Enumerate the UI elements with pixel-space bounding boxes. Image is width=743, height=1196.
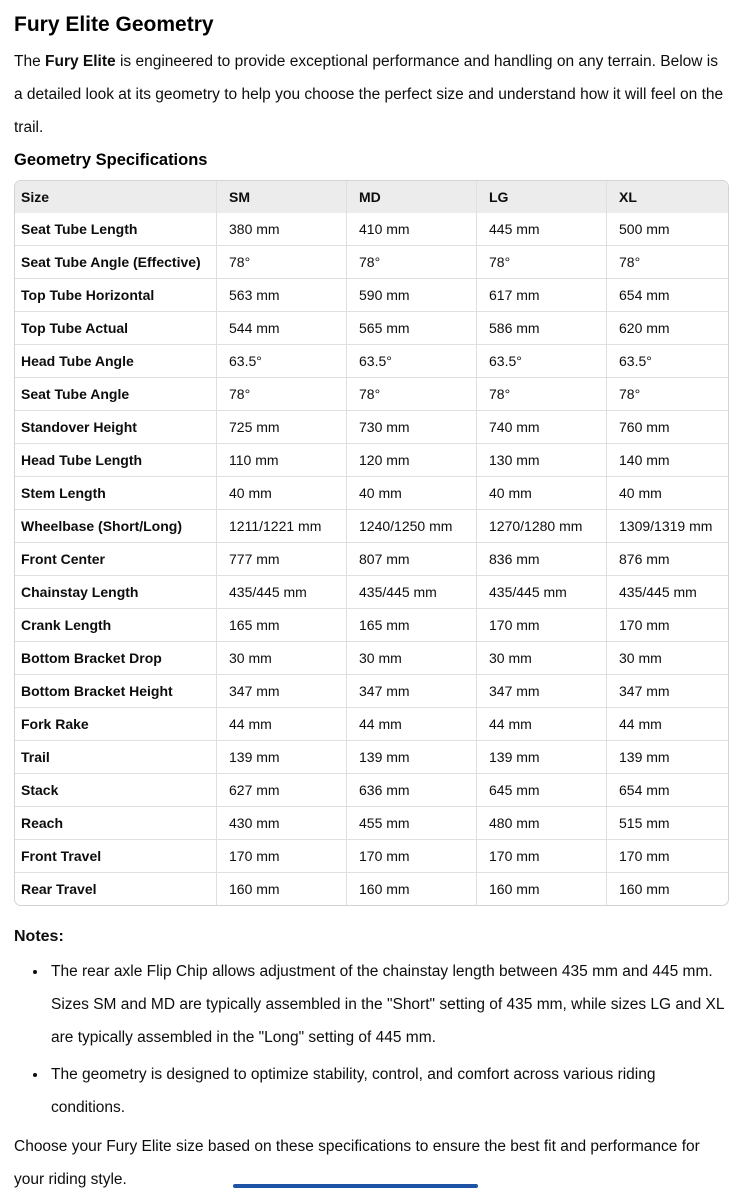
product-name: Fury Elite xyxy=(45,53,116,70)
cell-value: 565 mm xyxy=(347,312,477,345)
row-label: Standover Height xyxy=(15,411,217,444)
table-row xyxy=(15,510,729,543)
row-label: Stem Length xyxy=(15,477,217,510)
row-label: Seat Tube Angle xyxy=(15,378,217,411)
table-row xyxy=(15,741,729,774)
row-label: Fork Rake xyxy=(15,708,217,741)
closing-paragraph: Choose your Fury Elite size based on these specifications to ensure the best fit and performance for your riding style. xyxy=(14,1138,700,1188)
cell-value: 78° xyxy=(347,246,477,279)
row-label: Bottom Bracket Drop xyxy=(15,642,217,675)
cell-value: 170 mm xyxy=(607,609,729,642)
row-label: Stack xyxy=(15,774,217,807)
row-label: Bottom Bracket Height xyxy=(15,675,217,708)
cell-value: 725 mm xyxy=(217,411,347,444)
table-row xyxy=(15,477,729,510)
cell-value: 160 mm xyxy=(347,873,477,905)
table-row xyxy=(15,576,729,609)
row-label: Top Tube Horizontal xyxy=(15,279,217,312)
note-item-flip-chip: • The rear axle Flip Chip allows adjustment of the chainstay length between 435 mm and 445 mm. Sizes SM and MD are typically assembled in the "Short" setting of 435 mm, while sizes LG and XL are typically assembled in the "Long" setting of 445 mm. xyxy=(48,955,729,1054)
cell-value: 807 mm xyxy=(347,543,477,576)
table-row xyxy=(15,246,729,279)
cell-value: 170 mm xyxy=(607,840,729,873)
table-row xyxy=(15,543,729,576)
cell-value: 627 mm xyxy=(217,774,347,807)
cell-value: 44 mm xyxy=(607,708,729,741)
row-label: Trail xyxy=(15,741,217,774)
cell-value: 1240/1250 mm xyxy=(347,510,477,543)
cell-value: 435/445 mm xyxy=(217,576,347,609)
row-label: Top Tube Actual xyxy=(15,312,217,345)
geometry-table-container xyxy=(14,180,729,906)
row-label: Reach xyxy=(15,807,217,840)
table-row xyxy=(15,840,729,873)
cell-value: 636 mm xyxy=(347,774,477,807)
cell-value: 480 mm xyxy=(477,807,607,840)
row-label: Front Travel xyxy=(15,840,217,873)
cell-value: 78° xyxy=(217,246,347,279)
table-row xyxy=(15,213,729,246)
column-header-sm: SM xyxy=(217,181,347,213)
cell-value: 586 mm xyxy=(477,312,607,345)
cell-value: 435/445 mm xyxy=(347,576,477,609)
table-row xyxy=(15,444,729,477)
cell-value: 44 mm xyxy=(477,708,607,741)
cell-value: 1270/1280 mm xyxy=(477,510,607,543)
cell-value: 139 mm xyxy=(607,741,729,774)
table-row xyxy=(15,807,729,840)
cell-value: 445 mm xyxy=(477,213,607,246)
row-label: Head Tube Angle xyxy=(15,345,217,378)
cell-value: 347 mm xyxy=(217,675,347,708)
notes-list xyxy=(14,955,729,1124)
cell-value: 44 mm xyxy=(217,708,347,741)
table-row xyxy=(15,345,729,378)
cell-value: 44 mm xyxy=(347,708,477,741)
cell-value: 130 mm xyxy=(477,444,607,477)
column-header-md: MD xyxy=(347,181,477,213)
table-row xyxy=(15,378,729,411)
cell-value: 617 mm xyxy=(477,279,607,312)
cell-value: 777 mm xyxy=(217,543,347,576)
cell-value: 1211/1221 mm xyxy=(217,510,347,543)
table-row xyxy=(15,279,729,312)
cell-value: 165 mm xyxy=(347,609,477,642)
table-body xyxy=(15,213,729,905)
cell-value: 78° xyxy=(347,378,477,411)
intro-paragraph xyxy=(14,45,729,144)
column-header-lg: LG xyxy=(477,181,607,213)
table-row xyxy=(15,312,729,345)
note-item-geometry: • The geometry is designed to optimize stability, control, and comfort across various riding conditions. xyxy=(48,1058,729,1124)
row-label: Front Center xyxy=(15,543,217,576)
cell-value: 430 mm xyxy=(217,807,347,840)
cell-value: 78° xyxy=(477,378,607,411)
table-row xyxy=(15,774,729,807)
cell-value: 40 mm xyxy=(347,477,477,510)
table-row xyxy=(15,675,729,708)
cell-value: 40 mm xyxy=(607,477,729,510)
cell-value: 740 mm xyxy=(477,411,607,444)
column-header-size: Size xyxy=(15,181,217,213)
row-label: Head Tube Length xyxy=(15,444,217,477)
table-header-row xyxy=(15,181,729,213)
table-row xyxy=(15,411,729,444)
table-row xyxy=(15,642,729,675)
row-label: Seat Tube Angle (Effective) xyxy=(15,246,217,279)
row-label: Crank Length xyxy=(15,609,217,642)
cell-value: 347 mm xyxy=(477,675,607,708)
cell-value: 139 mm xyxy=(477,741,607,774)
cell-value: 165 mm xyxy=(217,609,347,642)
cell-value: 654 mm xyxy=(607,279,729,312)
cell-value: 160 mm xyxy=(619,881,670,897)
cell-value: 63.5° xyxy=(477,345,607,378)
cell-value: 620 mm xyxy=(607,312,729,345)
cell-value: 63.5° xyxy=(217,345,347,378)
notes-label: Notes: xyxy=(14,928,64,945)
horizontal-scrollbar-thumb[interactable] xyxy=(233,1184,478,1188)
row-label: Wheelbase (Short/Long) xyxy=(15,510,217,543)
cell-value: 1309/1319 mm xyxy=(607,510,729,543)
cell-value: 654 mm xyxy=(607,774,729,807)
cell-value: 500 mm xyxy=(607,213,729,246)
cell-value: 78° xyxy=(607,378,729,411)
cell-value: 590 mm xyxy=(347,279,477,312)
geometry-table xyxy=(15,181,729,905)
cell-value: 876 mm xyxy=(607,543,729,576)
cell-value: 40 mm xyxy=(477,477,607,510)
table-header xyxy=(15,181,729,213)
cell-value: 347 mm xyxy=(347,675,477,708)
cell-value: 730 mm xyxy=(347,411,477,444)
cell-value: 760 mm xyxy=(607,411,729,444)
cell-value: 140 mm xyxy=(607,444,729,477)
intro-prefix: The xyxy=(14,53,46,70)
cell-value: 30 mm xyxy=(347,642,477,675)
cell-value: 110 mm xyxy=(217,444,347,477)
cell-value: 30 mm xyxy=(217,642,347,675)
cell-value: 645 mm xyxy=(477,774,607,807)
cell-value: 380 mm xyxy=(217,213,347,246)
cell-value: 170 mm xyxy=(477,609,607,642)
cell-value: 435/445 mm xyxy=(477,576,607,609)
cell-value: 63.5° xyxy=(347,345,477,378)
cell-value: 78° xyxy=(607,246,729,279)
cell-value: 455 mm xyxy=(347,807,477,840)
section-heading: Geometry Specifications xyxy=(14,151,208,169)
row-label: Seat Tube Length xyxy=(15,213,217,246)
cell-value: 78° xyxy=(217,378,347,411)
cell-value: 30 mm xyxy=(607,642,729,675)
cell-value: 836 mm xyxy=(477,543,607,576)
cell-value: 170 mm xyxy=(217,840,347,873)
intro-rest: is engineered to provide exceptional performance and handling on any terrain. Below is a detailed look at its geometry to help you choose the perfect size and understand how it will feel on the trail. xyxy=(14,53,724,136)
cell-value: 78° xyxy=(477,246,607,279)
cell-value: 563 mm xyxy=(217,279,347,312)
cell-value: 139 mm xyxy=(217,741,347,774)
cell-value: 435/445 mm xyxy=(607,576,729,609)
cell-value: 160 mm xyxy=(477,873,607,905)
cell-value: 30 mm xyxy=(477,642,607,675)
table-row xyxy=(15,708,729,741)
cell-value: 170 mm xyxy=(477,840,607,873)
cell-value: 544 mm xyxy=(217,312,347,345)
cell-value: 40 mm xyxy=(217,477,347,510)
cell-value: 515 mm xyxy=(607,807,729,840)
row-label: Rear Travel xyxy=(15,873,217,905)
table-row xyxy=(15,609,729,642)
row-label: Chainstay Length xyxy=(15,576,217,609)
column-header-xl: XL xyxy=(607,181,729,213)
table-row xyxy=(15,873,729,905)
cell-value: 160 mm xyxy=(217,873,347,905)
cell-value: 347 mm xyxy=(607,675,729,708)
cell-value: 139 mm xyxy=(347,741,477,774)
cell-value: 120 mm xyxy=(347,444,477,477)
cell-value: 170 mm xyxy=(347,840,477,873)
cell-value: 410 mm xyxy=(347,213,477,246)
page-title: Fury Elite Geometry xyxy=(14,13,214,36)
cell-value: 63.5° xyxy=(607,345,729,378)
